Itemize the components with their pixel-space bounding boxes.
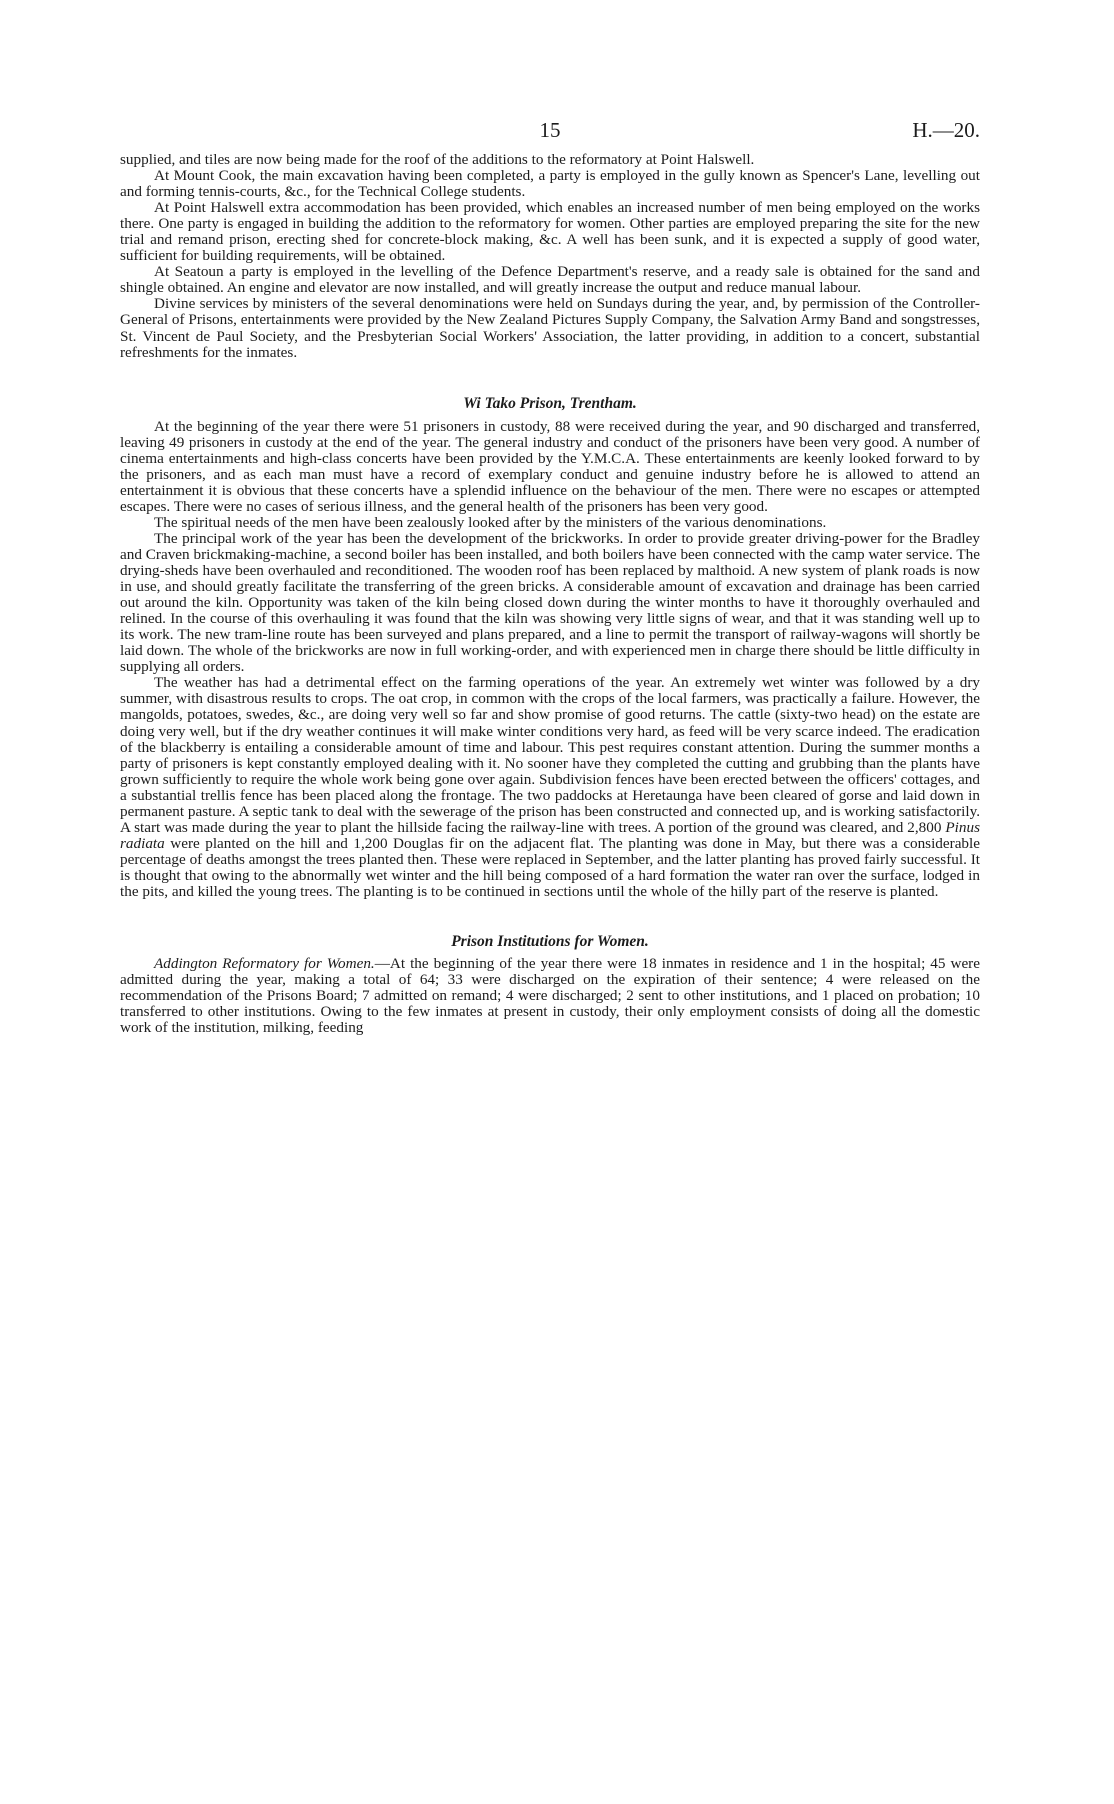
paragraph: supplied, and tiles are now being made for the roof of the additions to the reformatory at Point Halswell. — [120, 151, 755, 168]
top-paragraphs — [120, 152, 980, 361]
paragraph: The principal work of the year has been the development of the brickworks. In order to provide greater driving-power for the Bradley and Craven brickmaking-machine, a second boiler has been installed, and both boilers have been connected with the camp water service. The drying-sheds have been overhauled and reconditioned. The wooden roof has been replaced by malthoid. A new system of plank roads is now in use, and should greatly facilitate the transferring of the green bricks. A considerable amount of excavation and drainage has been carried out around the kiln. Opportunity was taken of the kiln being closed down during the winter months to have it thoroughly overhauled and relined. In the course of this overhauling it was found that the kiln was showing very little signs of wear, and that it was standing well up to its work. The new tram-line route has been surveyed and plans prepared, and a line to permit the transport of railway-wagons will shortly be laid down. The whole of the brickworks are now in full working-order, and with experienced men in charge there should be little difficulty in supplying all orders. — [120, 529, 980, 676]
paragraph: At the beginning of the year there were 51 prisoners in custody, 88 were received during the year, and 90 discharged and transferred, leaving 49 prisoners in custody at the end of the year. The general industry and conduct of the prisoners have been very good. A number of cinema entertainments and high-class concerts have been provided by the Y.M.C.A. These entertainments are keenly looked forward to by the prisoners, and as each man must have a record of exemplary conduct and genuine industry before he is allowed to attend an entertainment it is obvious that these concerts have a splendid influence on the behaviour of the men. There were no escapes or attempted escapes. There were no cases of serious illness, and the general health of the prisoners has been very good. — [120, 417, 980, 515]
paragraph: At Point Halswell extra accommodation has been provided, which enables an increased number of men being employed on the works there. One party is engaged in building the addition to the reformatory for women. Other parties are employed preparing the site for the new trial and remand prison, erecting shed for concrete-block making, &c. A well has been sunk, and it is expected a supply of good water, sufficient for building requirements, will be obtained. — [120, 199, 980, 265]
paragraph-lead: Addington Reformatory for Women. — [154, 955, 375, 973]
section-heading-women: Prison Institutions for Women. — [451, 933, 649, 951]
women-section — [120, 956, 980, 1036]
paragraph: At Mount Cook, the main excavation having been completed, a party is employed in the gully known as Spencer's Lane, levelling out and forming tennis-courts, &c., for the Technical College students. — [120, 167, 980, 201]
paragraph: The spiritual needs of the men have been zealously looked after by the ministers of the various denominations. — [154, 513, 827, 531]
paragraph — [120, 956, 980, 1036]
scientific-name: Pinus radiata — [120, 818, 980, 852]
section-heading-wi-tako: Wi Tako Prison, Trentham. — [463, 394, 637, 412]
page-number: 15 — [539, 118, 561, 142]
paragraph: Divine services by ministers of the several denominations were held on Sundays during the year, and, by permission of the Controller-General of Prisons, entertainments were provided by the New Zealand Pictures Supply Company, the Salvation Army Band and songstresses, St. Vincent de Paul Society, and the Presbyterian Social Workers' Association, the latter providing, in addition to a concert, substantial refreshments for the inmates. — [120, 295, 980, 361]
paragraph-text: —At the beginning of the year there were 18 inmates in residence and 1 in the hospital; 45 were admitted during the year, making a total of 64; 33 were discharged on the expiration of their sentence; 4 were released on the recommendation of the Prisons Board; 7 admitted on remand; 4 were discharged; 2 sent to other institutions, and 1 placed on probation; 10 transferred to other institutions. Owing to the few inmates at present in custody, their only employment consists of doing all the domestic work of the institution, milking, feeding — [120, 955, 980, 1037]
document-page — [120, 118, 980, 1036]
paragraph-text: were planted on the hill and 1,200 Douglas fir on the adjacent flat. The planting was done in May, but there was a considerable percentage of deaths amongst the trees planted then. These were replaced in September, and the latter planting has proved fairly successful. It is thought that owing to the abnormally wet winter and the hill being composed of a hard formation the water ran over the surface, lodged in the pits, and killed the young trees. The planting is to be continued in sections until the whole of the hilly part of the reserve is planted. — [120, 834, 980, 900]
paragraph — [120, 675, 980, 900]
paragraph-text: The weather has had a detrimental effect on the farming operations of the year. An extremely wet winter was followed by a dry summer, with disastrous results to crops. The oat crop, in common with the crops of the local farmers, was practically a failure. However, the mangolds, potatoes, swedes, &c., are doing very well so far and show promise of good returns. The cattle (sixty-two head) on the estate are doing very well, but if the dry weather continues it will make winter conditions very hard, as feed will be very scarce indeed. The eradication of the blackberry is entailing a considerable amount of time and labour. This pest requires constant attention. During the summer months a party of prisoners is kept constantly employed dealing with it. No sooner have they completed the cutting and grubbing than the plants have grown sufficiently to require the whole work being gone over again. Subdivision fences have been erected between the officers' cottages, and a substantial trellis fence has been placed along the frontage. The two paddocks at Heretaunga have been cleared of gorse and laid down in permanent pasture. A septic tank to deal with the sewerage of the prison has been constructed and connected up, and is working satisfactorily. A start was made during the year to plant the hillside facing the railway-line with trees. A portion of the ground was cleared, and 2,800 — [120, 674, 980, 836]
page-header — [120, 118, 980, 152]
document-reference: H.—20. — [912, 118, 980, 142]
wi-tako-section — [120, 419, 980, 900]
paragraph: At Seatoun a party is employed in the levelling of the Defence Department's reserve, and a ready sale is obtained for the sand and shingle obtained. An engine and elevator are now installed, and will greatly increase the output and reduce manual labour. — [120, 263, 980, 297]
